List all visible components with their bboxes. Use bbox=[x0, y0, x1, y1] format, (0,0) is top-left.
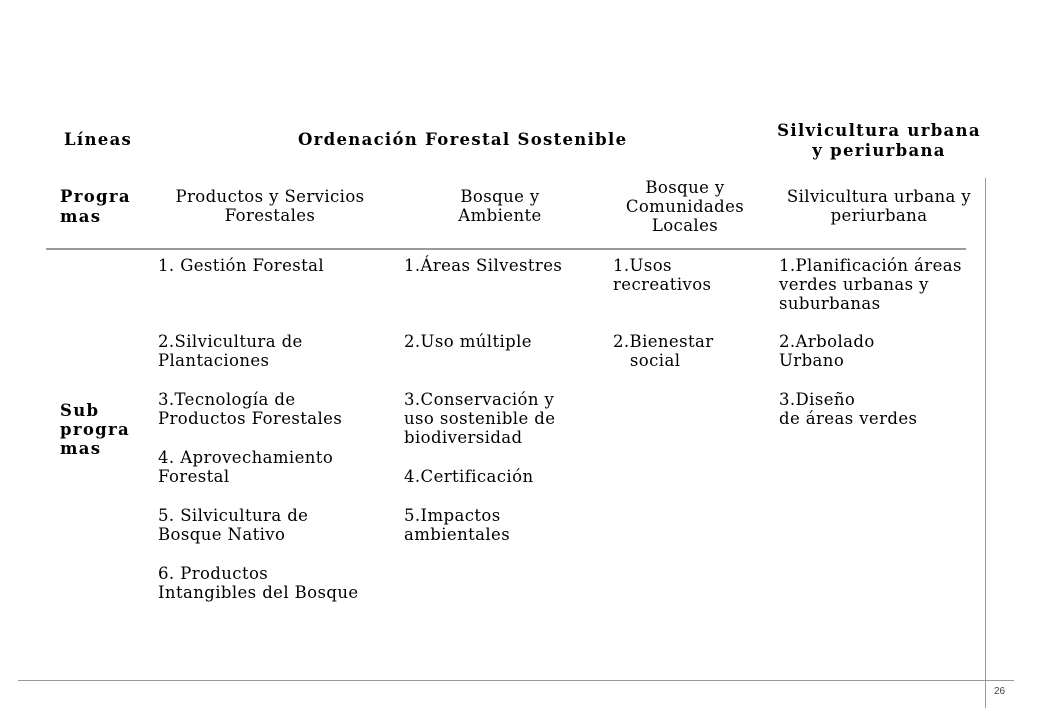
programa-col3-line1: Bosque y bbox=[645, 178, 725, 197]
programa-col1-line2: Forestales bbox=[224, 206, 316, 225]
header-silvicultura-line2: y periurbana bbox=[812, 141, 946, 160]
header-lineas: Líneas bbox=[64, 130, 133, 149]
subprograma-item: 2.Silvicultura de bbox=[158, 332, 303, 351]
subprograma-item: Productos Forestales bbox=[158, 409, 343, 428]
subprograma-item: Bosque Nativo bbox=[158, 525, 286, 544]
programa-col2-line2: Ambiente bbox=[458, 206, 542, 225]
subprograma-item: social bbox=[613, 351, 681, 370]
subprograma-item: 3.Tecnología de bbox=[158, 390, 296, 409]
subprograma-item: 2.Uso múltiple bbox=[404, 332, 532, 351]
footer-rule bbox=[18, 680, 1014, 681]
subprograma-item: 1.Planificación áreas bbox=[779, 256, 962, 275]
subprograma-item: ambientales bbox=[404, 525, 511, 544]
header-silvicultura-line1: Silvicultura urbana bbox=[777, 121, 981, 140]
subprogramas-label-line1: Sub bbox=[60, 401, 100, 420]
subprograma-item: 2.Arbolado bbox=[779, 332, 875, 351]
subprograma-item: Plantaciones bbox=[158, 351, 270, 370]
subprograma-item: Forestal bbox=[158, 467, 230, 486]
programa-col4-line1: Silvicultura urbana y bbox=[786, 187, 972, 206]
subprograma-item: suburbanas bbox=[779, 294, 881, 313]
programa-col1-line1: Productos y Servicios bbox=[175, 187, 365, 206]
subprograma-item: recreativos bbox=[613, 275, 712, 294]
subprograma-item: 6. Productos bbox=[158, 564, 269, 583]
subprograma-item: 4.Certificación bbox=[404, 467, 534, 486]
subprograma-item: 1. Gestión Forestal bbox=[158, 256, 325, 275]
subprograma-item: 5.Impactos bbox=[404, 506, 501, 525]
subprograma-item: 2.Bienestar bbox=[613, 332, 714, 351]
subprograma-item: uso sostenible de bbox=[404, 409, 556, 428]
subprograma-item: Urbano bbox=[779, 351, 845, 370]
subprograma-item: de áreas verdes bbox=[779, 409, 918, 428]
subprograma-item: verdes urbanas y bbox=[779, 275, 929, 294]
subprogramas-label-line2: progra bbox=[60, 420, 130, 439]
header-divider bbox=[46, 248, 966, 250]
header-ordenacion: Ordenación Forestal Sostenible bbox=[298, 130, 628, 149]
subprograma-item: 3.Conservación y bbox=[404, 390, 555, 409]
programa-col4-line2: periurbana bbox=[830, 206, 928, 225]
subprograma-item: Intangibles del Bosque bbox=[158, 583, 359, 602]
subprograma-item: 1.Usos bbox=[613, 256, 672, 275]
subprogramas-label-line3: mas bbox=[60, 439, 102, 458]
subprograma-item: 3.Diseño bbox=[779, 390, 856, 409]
right-vertical-rule bbox=[985, 178, 986, 708]
programa-col3-line2: Comunidades bbox=[625, 197, 745, 216]
programa-col2-line1: Bosque y bbox=[460, 187, 540, 206]
programas-label-line1: Progra bbox=[60, 187, 131, 206]
subprograma-item: 5. Silvicultura de bbox=[158, 506, 309, 525]
subprograma-item: 4. Aprovechamiento bbox=[158, 448, 334, 467]
subprograma-item: 1.Áreas Silvestres bbox=[404, 256, 563, 275]
programa-col3-line3: Locales bbox=[651, 216, 719, 235]
subprograma-item: biodiversidad bbox=[404, 428, 523, 447]
page-number: 26 bbox=[994, 686, 1006, 697]
programas-label-line2: mas bbox=[60, 207, 102, 226]
